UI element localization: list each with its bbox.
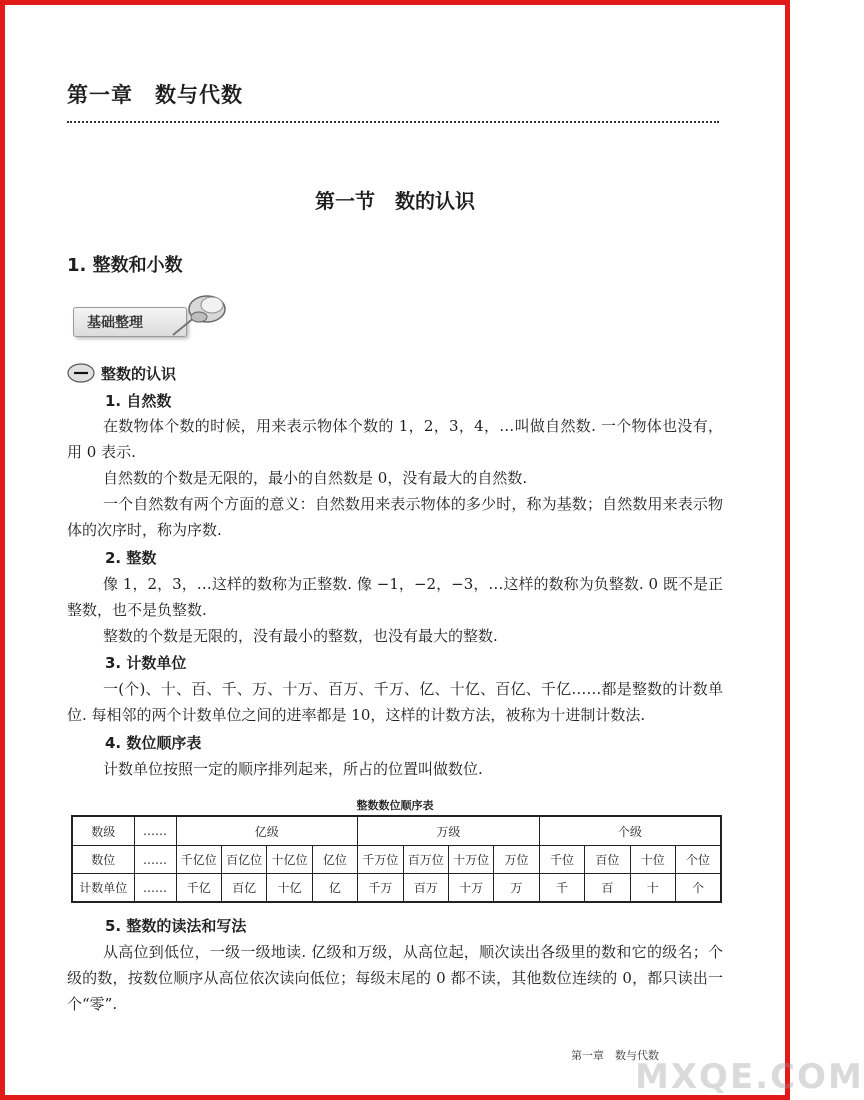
item-heading: 3. 计数单位 bbox=[105, 654, 187, 672]
section-title: 第一节 数的认识 bbox=[315, 189, 475, 213]
position-cell: 个位 bbox=[675, 846, 721, 874]
ellipsis-cell: …… bbox=[134, 816, 176, 846]
position-cell: 十万位 bbox=[448, 846, 493, 874]
unit-cell: 亿 bbox=[312, 874, 357, 903]
unit-cell: 百亿 bbox=[221, 874, 266, 903]
paragraph: 自然数的个数是无限的，最小的自然数是 0，没有最大的自然数. bbox=[103, 469, 528, 487]
table-row bbox=[72, 846, 721, 874]
paragraph: 在数物体个数的时候，用来表示物体个数的 1，2，3，4，…叫做自然数. 一个物体也没有，用 0 表示. bbox=[67, 417, 723, 461]
place-value-table bbox=[71, 815, 722, 903]
table-caption: 整数数位顺序表 bbox=[356, 799, 434, 812]
unit-cell: 百万 bbox=[403, 874, 448, 903]
page-footer: 第一章 数与代数 bbox=[571, 1049, 659, 1062]
position-cell: 十亿位 bbox=[267, 846, 312, 874]
unit-cell: 个 bbox=[675, 874, 721, 903]
paragraph: 计数单位按照一定的顺序排列起来，所占的位置叫做数位. bbox=[103, 760, 483, 778]
unit-cell: 千亿 bbox=[176, 874, 221, 903]
paragraph: 从高位到低位，一级一级地读. 亿级和万级，从高位起，顺次读出各级里的数和它的级名；个级的数，按数位顺序从高位依次读向低位；每级末尾的 0 都不读，其他数位连续的 0，都只读出一个“零”. bbox=[67, 943, 723, 1013]
unit-cell: 千 bbox=[539, 874, 584, 903]
position-cell: 万位 bbox=[494, 846, 539, 874]
item-heading: 4. 数位顺序表 bbox=[105, 734, 202, 752]
unit-cell: 万 bbox=[494, 874, 539, 903]
table-row bbox=[72, 874, 721, 903]
paragraph: 一个自然数有两个方面的意义：自然数用来表示物体的多少时，称为基数；自然数用来表示物体的次序时，称为序数. bbox=[67, 495, 723, 539]
unit-cell: 十亿 bbox=[267, 874, 312, 903]
position-cell: 千万位 bbox=[358, 846, 403, 874]
unit-cell: 十万 bbox=[448, 874, 493, 903]
ellipsis-cell: …… bbox=[134, 846, 176, 874]
chapter-title: 第一章 数与代数 bbox=[67, 83, 243, 107]
position-cell: 亿位 bbox=[312, 846, 357, 874]
unit-cell: 千万 bbox=[358, 874, 403, 903]
section-bullet-icon bbox=[67, 363, 95, 383]
row-header: 数级 bbox=[72, 816, 134, 846]
position-cell: 百位 bbox=[585, 846, 630, 874]
item-heading: 5. 整数的读法和写法 bbox=[105, 917, 247, 935]
paragraph: 整数的个数是无限的，没有最小的整数，也没有最大的整数. bbox=[103, 627, 498, 645]
ellipsis-cell: …… bbox=[134, 874, 176, 903]
dotted-divider bbox=[67, 121, 719, 123]
position-cell: 百万位 bbox=[403, 846, 448, 874]
unit-cell: 百 bbox=[585, 874, 630, 903]
position-cell: 十位 bbox=[630, 846, 675, 874]
level-cell: 万级 bbox=[358, 816, 540, 846]
position-cell: 千亿位 bbox=[176, 846, 221, 874]
unit-cell: 十 bbox=[630, 874, 675, 903]
item-heading: 1. 自然数 bbox=[105, 392, 172, 410]
basics-label: 基础整理 bbox=[87, 315, 143, 331]
level-cell: 个级 bbox=[539, 816, 721, 846]
row-header: 计数单位 bbox=[72, 874, 134, 903]
topic-heading: 整数的认识 bbox=[101, 365, 177, 383]
row-header: 数位 bbox=[72, 846, 134, 874]
pushpin-icon bbox=[165, 287, 235, 339]
position-cell: 百亿位 bbox=[221, 846, 266, 874]
subsection-title: 1. 整数和小数 bbox=[67, 255, 183, 276]
item-heading: 2. 整数 bbox=[105, 549, 157, 567]
paragraph: 像 1，2，3，…这样的数称为正整数. 像 −1，−2，−3，…这样的数称为负整数. 0 既不是正整数，也不是负整数. bbox=[67, 575, 723, 619]
watermark: MXQE.COM bbox=[635, 1057, 864, 1097]
position-cell: 千位 bbox=[539, 846, 584, 874]
level-cell: 亿级 bbox=[176, 816, 358, 846]
table-row bbox=[72, 816, 721, 846]
paragraph: 一(个)、十、百、千、万、十万、百万、千万、亿、十亿、百亿、千亿……都是整数的计数单位. 每相邻的两个计数单位之间的进率都是 10，这样的计数方法，被称为十进制计数法. bbox=[67, 680, 723, 724]
